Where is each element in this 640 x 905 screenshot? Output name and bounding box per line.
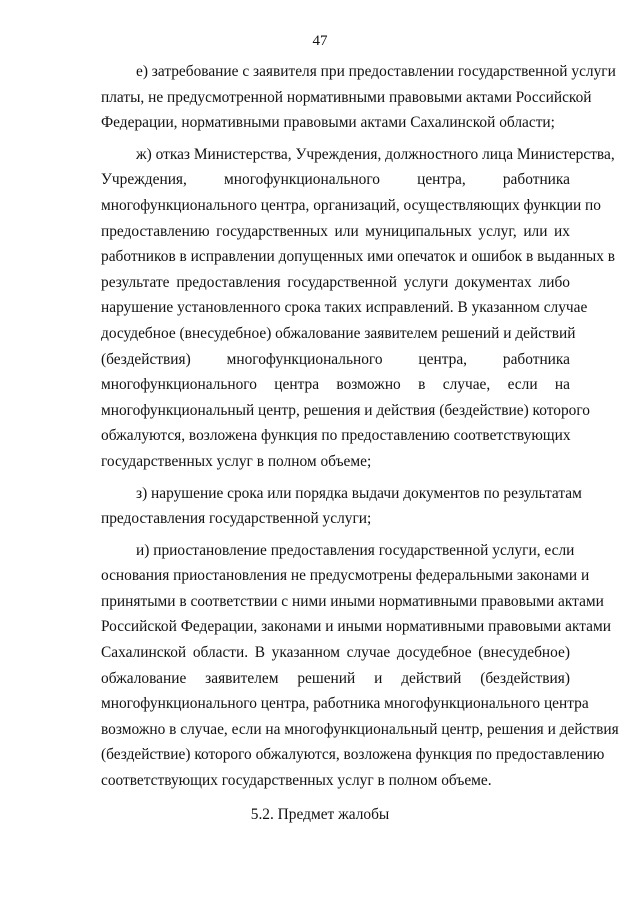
text-line: нарушение установленного срока таких исправлений. В указанном случае — [101, 299, 588, 317]
text-line: платы, не предусмотренной нормативными правовыми актами Российской — [101, 88, 592, 106]
paragraph-z — [66, 481, 582, 532]
text-line: Российской Федерации, законами и иными нормативными правовыми актами — [101, 618, 611, 636]
text-line: возможно в случае, если на многофункциональный центр, решения и действия — [101, 720, 619, 738]
text-line: многофункциональный центр, решения и действия (бездействие) которого — [101, 401, 590, 419]
page-number: 47 — [312, 33, 328, 49]
text-line: досудебное (внесудебное) обжалование заявителем решений и действий — [101, 324, 576, 342]
text-line: Сахалинской области. В указанном случае досудебное (внесудебное) — [101, 644, 570, 662]
paragraph-i — [66, 538, 619, 794]
text-line: многофункционального центра возможно в случае, если на — [101, 376, 570, 394]
text-line: многофункционального центра, организаций, осуществляющих функции по — [101, 196, 601, 214]
text-line: (бездействия) многофункционального центра, работника — [101, 350, 570, 368]
text-line: з) нарушение срока или порядка выдачи документов по результатам — [136, 484, 582, 502]
text-line: предоставлению государственных или муниципальных услуг, или их — [101, 222, 570, 240]
text-line: основания приостановления не предусмотрены федеральными законами и — [101, 567, 590, 585]
paragraph-zh — [66, 142, 616, 475]
text-line: и) приостановление предоставления государственной услуги, если — [136, 541, 575, 559]
text-line: соответствующих государственных услуг в полном объеме. — [101, 772, 492, 790]
text-line: ж) отказ Министерства, Учреждения, должностного лица Министерства, — [136, 145, 615, 163]
text-line: (бездействие) которого обжалуются, возложена функция по предоставлению — [101, 746, 605, 764]
text-line: результате предоставления государственной услуги документах либо — [101, 273, 570, 291]
text-line: государственных услуг в полном объеме; — [101, 452, 372, 470]
text-line: обжалуются, возложена функция по предоставлению соответствующих — [101, 427, 571, 445]
text-line: принятыми в соответствии с ними иными нормативными правовыми актами — [101, 592, 604, 610]
text-line: Федерации, нормативными правовыми актами Сахалинской области; — [101, 114, 555, 132]
section-heading: 5.2. Предмет жалобы — [250, 806, 390, 823]
text-line: работников в исправлении допущенных ими опечаток и ошибок в выданных в — [101, 248, 616, 266]
document-body — [66, 59, 619, 794]
text-line: предоставления государственной услуги; — [101, 510, 372, 528]
text-line: е) затребование с заявителя при предоставлении государственной услуги — [136, 63, 616, 80]
text-line: обжалование заявителем решений и действий (бездействия) — [101, 669, 570, 687]
text-line: Учреждения, многофункционального центра, работника — [101, 171, 570, 189]
paragraph-e — [66, 59, 616, 136]
text-line: многофункционального центра, работника многофункционального центра — [101, 695, 589, 713]
